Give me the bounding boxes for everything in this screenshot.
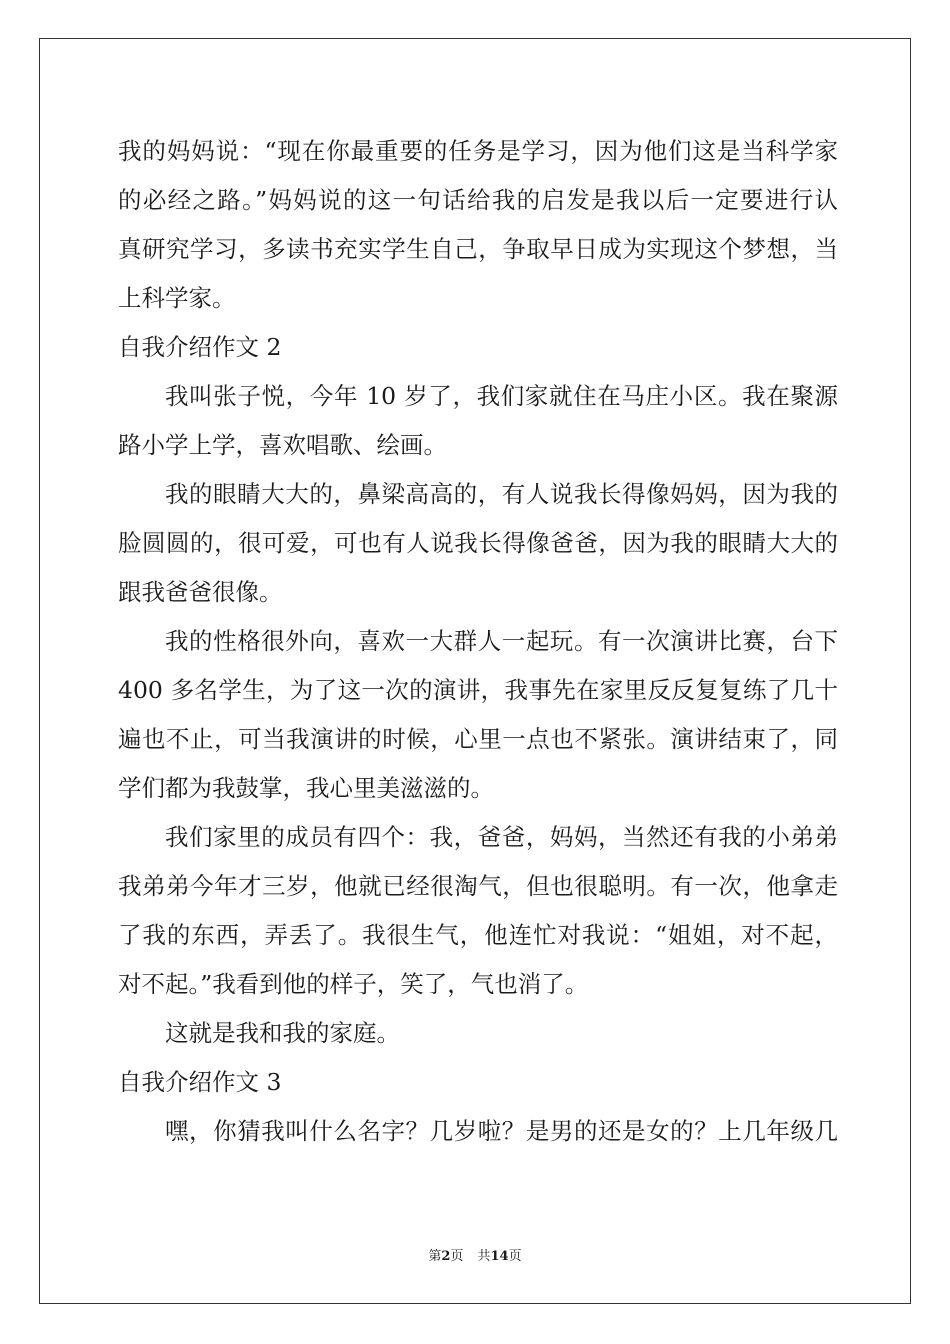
total-pages: 14 bbox=[490, 1249, 509, 1264]
paragraph-line: 路小学上学，喜欢唱歌、绘画。 bbox=[118, 431, 447, 459]
paragraph-line: 了我的东西，弄丢了。我很生气，他连忙对我说：“姐姐，对不起， bbox=[118, 921, 838, 949]
page-prefix: 第 bbox=[428, 1249, 442, 1264]
paragraph-line: 的必经之路。”妈妈说的这一句话给我的启发是我以后一定要进行认 bbox=[118, 186, 838, 214]
document-body bbox=[118, 127, 838, 1156]
page-footer bbox=[0, 1248, 950, 1266]
paragraph-line: 我叫张子悦，今年 10 岁了，我们家就住在马庄小区。我在聚源 bbox=[165, 382, 838, 410]
paragraph-line: 遍也不止，可当我演讲的时候，心里一点也不紧张。演讲结束了，同 bbox=[118, 725, 838, 753]
section-heading: 自我介绍作文 3 bbox=[118, 1068, 282, 1096]
paragraph-line: 脸圆圆的，很可爱，可也有人说我长得像爸爸，因为我的眼睛大大的 bbox=[118, 529, 838, 557]
section-heading: 自我介绍作文 2 bbox=[118, 333, 282, 361]
paragraph-line: 我的眼睛大大的，鼻梁高高的，有人说我长得像妈妈，因为我的 bbox=[165, 480, 838, 508]
paragraph-line: 学们都为我鼓掌，我心里美滋滋的。 bbox=[118, 774, 494, 802]
paragraph-line: 我的性格很外向，喜欢一大群人一起玩。有一次演讲比赛，台下 bbox=[165, 627, 838, 655]
total-prefix: 共 bbox=[477, 1249, 491, 1264]
paragraph-line: 我弟弟今年才三岁，他就已经很淘气，但也很聪明。有一次，他拿走 bbox=[118, 872, 838, 900]
paragraph-line: 我的妈妈说：“现在你最重要的任务是学习，因为他们这是当科学家 bbox=[118, 137, 838, 165]
total-suffix: 页 bbox=[508, 1249, 522, 1264]
paragraph-line: 跟我爸爸很像。 bbox=[118, 578, 283, 606]
paragraph-line: 我们家里的成员有四个：我，爸爸，妈妈，当然还有我的小弟弟 bbox=[165, 823, 838, 851]
page-number: 2 bbox=[441, 1249, 451, 1264]
paragraph-line: 真研究学习，多读书充实学生自己，争取早日成为实现这个梦想，当 bbox=[118, 235, 838, 263]
paragraph-line: 400 多名学生，为了这一次的演讲，我事先在家里反反复复练了几十 bbox=[118, 676, 838, 704]
paragraph-line: 对不起。”我看到他的样子，笑了，气也消了。 bbox=[118, 970, 589, 998]
page-suffix: 页 bbox=[450, 1249, 464, 1264]
paragraph-line: 嘿，你猜我叫什么名字？几岁啦？是男的还是女的？上几年级几 bbox=[165, 1117, 838, 1145]
paragraph-line: 这就是我和我的家庭。 bbox=[165, 1019, 400, 1047]
paragraph-line: 上科学家。 bbox=[118, 284, 236, 312]
